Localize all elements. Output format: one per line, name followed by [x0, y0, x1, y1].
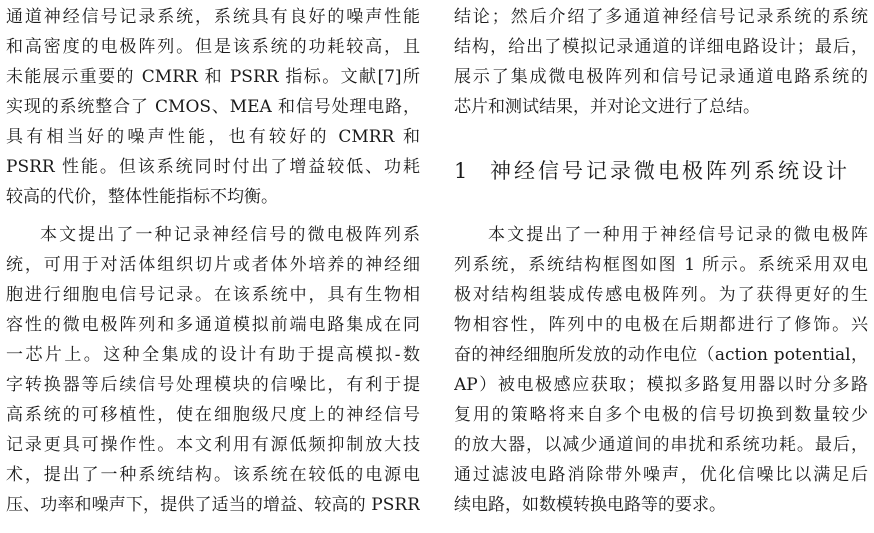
text-line: 术，提出了一种系统结构。该系统在较低的电源电 [6, 465, 420, 485]
text-line: 压、功率和噪声下，提供了适当的增益、较高的 PSRR [6, 495, 420, 515]
text-line: 结构，给出了模拟记录通道的详细电路设计；最后， [454, 37, 868, 57]
text-line: 展示了集成微电极阵列和信号记录通道电路系统的 [454, 67, 868, 87]
text-line: 物相容性，阵列中的电极在后期都进行了修饰。兴 [454, 315, 868, 335]
section-heading [454, 153, 868, 189]
text-line: 芯片和测试结果，并对论文进行了总结。 [454, 97, 760, 117]
paragraph-first-line: 本文提出了一种记录神经信号的微电极阵列系 [40, 225, 420, 245]
text-line: 记录更具可操作性。本文利用有源低频抑制放大技 [6, 435, 420, 455]
text-line: 通道神经信号记录系统，系统具有良好的噪声性能 [6, 7, 420, 27]
text-line: 字转换器等后续信号处理模块的信噪比，有利于提 [6, 375, 420, 395]
text-line: 列系统，系统结构框图如图 1 所示。系统采用双电 [454, 255, 868, 275]
text-line: 续电路，如数模转换电路等的要求。 [454, 495, 726, 515]
text-line: 实现的系统整合了 CMOS、MEA 和信号处理电路， [6, 97, 420, 117]
section-title: 神经信号记录微电极阵列系统设计 [490, 159, 850, 183]
text-line: 奋的神经细胞所发放的动作电位（action potential， [454, 345, 868, 365]
text-line: 具有相当好的噪声性能，也有较好的 CMRR 和 [6, 127, 420, 147]
paragraph-first-line: 本文提出了一种用于神经信号记录的微电极阵 [488, 225, 868, 245]
text-line: 高系统的可移植性，使在细胞级尺度上的神经信号 [6, 405, 420, 425]
text-line: 和高密度的电极阵列。但是该系统的功耗较高，且 [6, 37, 420, 57]
text-line: 一芯片上。这种全集成的设计有助于提高模拟-数 [6, 345, 420, 365]
text-line: AP）被电极感应获取；模拟多路复用器以时分多路 [454, 375, 868, 395]
text-line: PSRR 性能。但该系统同时付出了增益较低、功耗 [6, 157, 420, 177]
text-line: 的放大器，以减少通道间的串扰和系统功耗。最后， [454, 435, 868, 455]
section-number: 1 [454, 159, 468, 183]
text-line: 复用的策略将来自多个电极的信号切换到数量较少 [454, 405, 868, 425]
text-line: 容性的微电极阵列和多通道模拟前端电路集成在同 [6, 315, 420, 335]
text-line: 统，可用于对活体组织切片或者体外培养的神经细 [6, 255, 420, 275]
text-line: 极对结构组装成传感电极阵列。为了获得更好的生 [454, 285, 868, 305]
text-line: 胞进行细胞电信号记录。在该系统中，具有生物相 [6, 285, 420, 305]
text-line: 较高的代价，整体性能指标不均衡。 [6, 187, 278, 207]
text-line: 结论；然后介绍了多通道神经信号记录系统的系统 [454, 7, 868, 27]
text-line: 未能展示重要的 CMRR 和 PSRR 指标。文献[7]所 [6, 67, 420, 87]
text-line: 通过滤波电路消除带外噪声，优化信噪比以满足后 [454, 465, 868, 485]
